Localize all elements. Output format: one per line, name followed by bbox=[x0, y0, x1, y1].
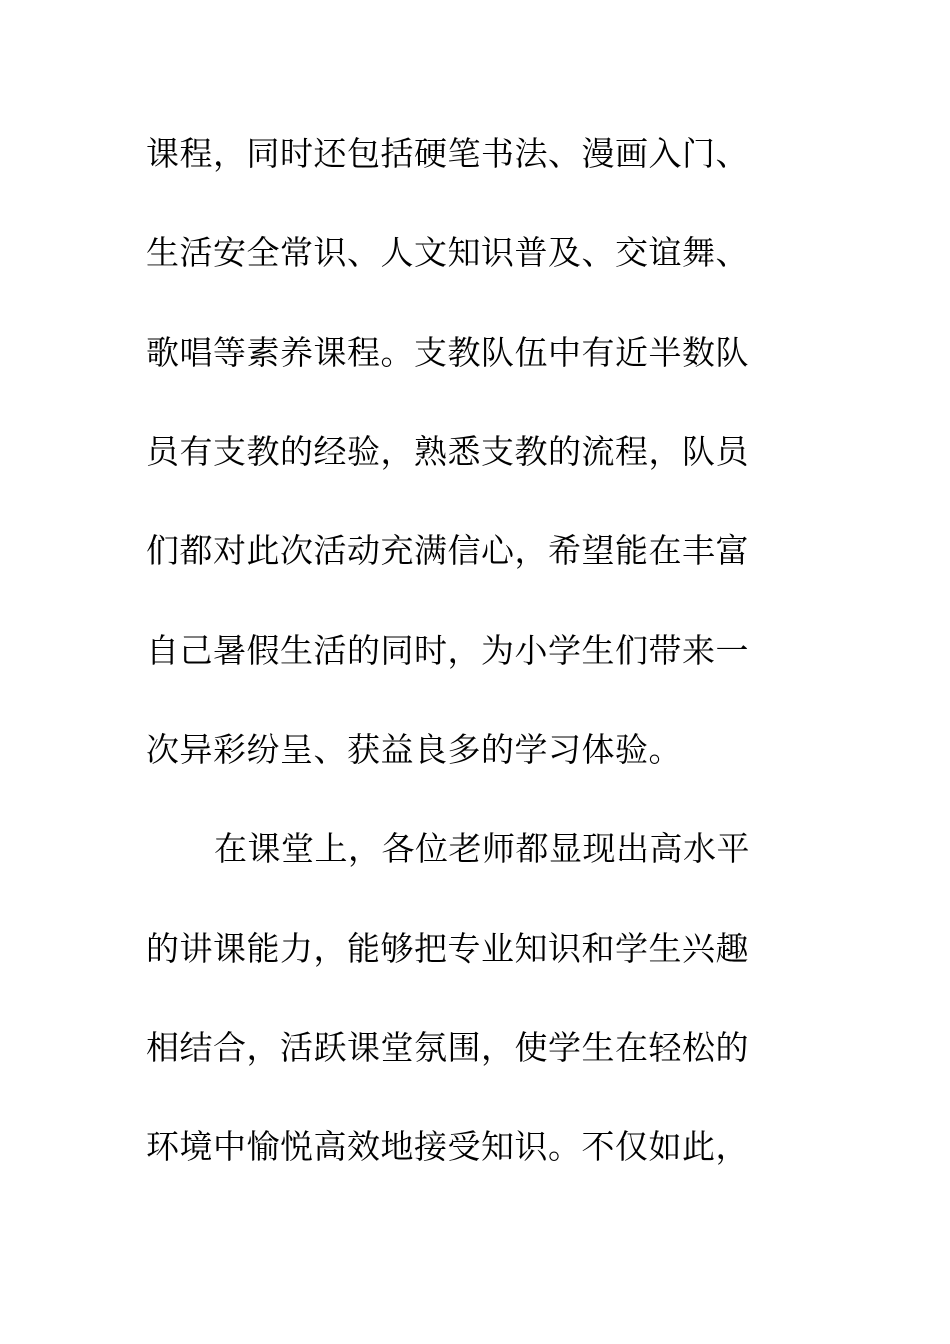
paragraph-1-line-7: 次异彩纷呈、获益良多的学习体验。 bbox=[146, 730, 682, 769]
paragraph-2-line-4: 环境中愉悦高效地接受知识。不仅如此， bbox=[146, 1127, 749, 1166]
paragraph-1-line-1: 课程，同时还包括硬笔书法、漫画入门、 bbox=[146, 134, 749, 173]
paragraph-1-line-3: 歌唱等素养课程。支教队伍中有近半数队 bbox=[146, 333, 749, 372]
paragraph-1-line-6: 自己暑假生活的同时，为小学生们带来一 bbox=[146, 631, 749, 670]
paragraph-1-line-4: 员有支教的经验，熟悉支教的流程，队员 bbox=[146, 432, 749, 471]
paragraph-2-line-2: 的讲课能力，能够把专业知识和学生兴趣 bbox=[146, 929, 749, 968]
paragraph-1-line-2: 生活安全常识、人文知识普及、交谊舞、 bbox=[146, 233, 749, 272]
paragraph-1-line-5: 们都对此次活动充满信心，希望能在丰富 bbox=[146, 531, 749, 570]
paragraph-2-line-3: 相结合，活跃课堂氛围，使学生在轻松的 bbox=[146, 1028, 749, 1067]
paragraph-2-line-1: 在课堂上，各位老师都显现出高水平 bbox=[214, 829, 750, 868]
